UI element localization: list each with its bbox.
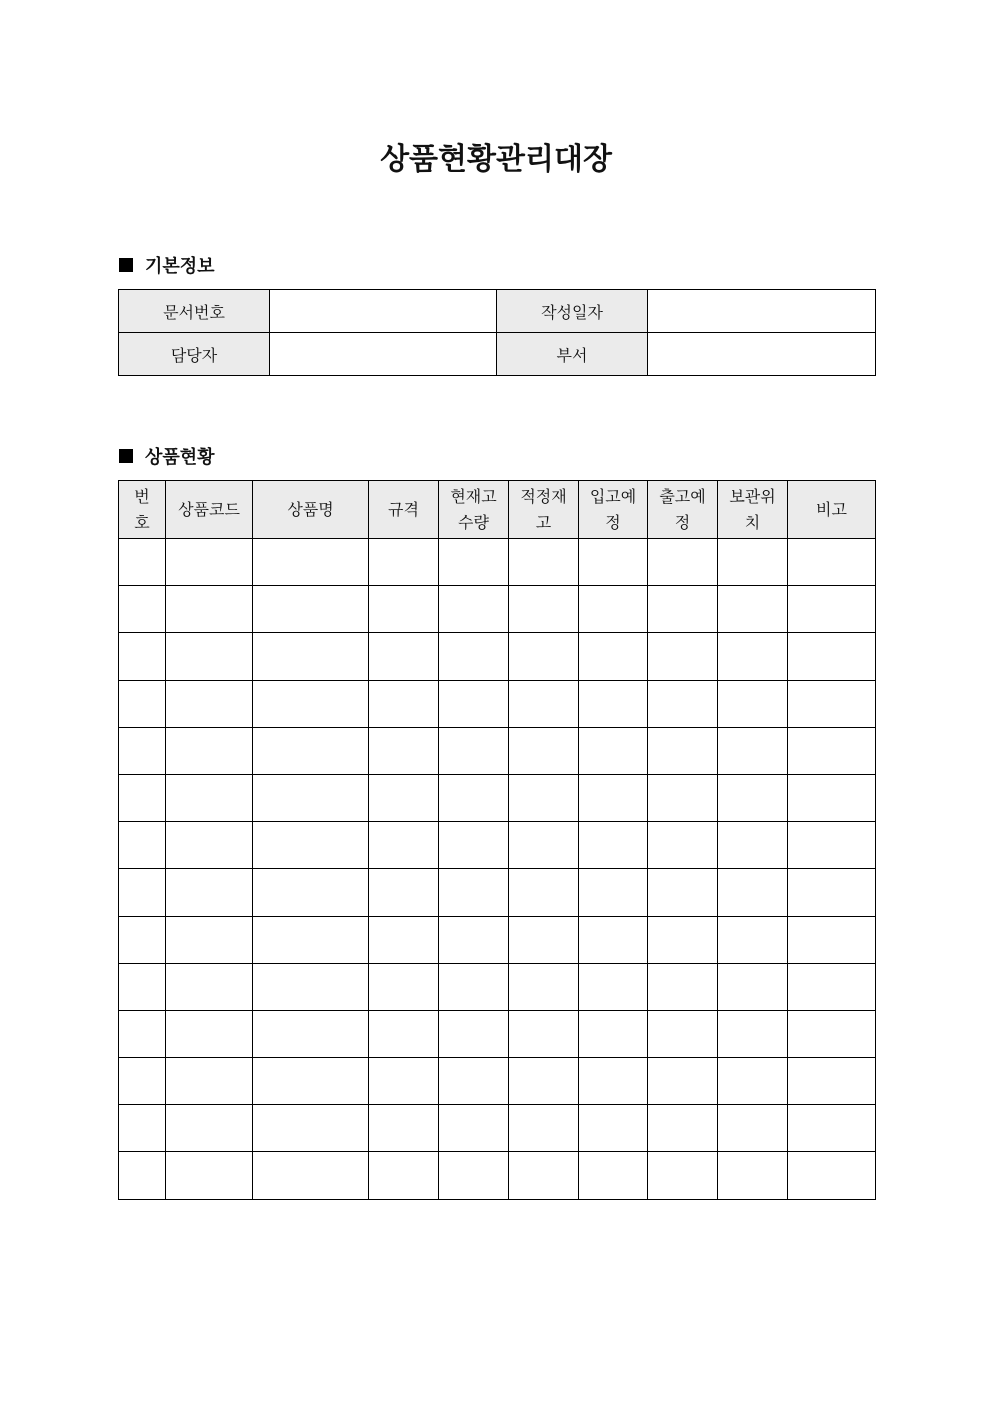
col-header-planned-inbound: 입고예 정	[579, 481, 648, 539]
table-cell[interactable]	[439, 774, 509, 821]
department-label: 부서	[497, 333, 648, 376]
table-row	[119, 774, 876, 821]
table-cell[interactable]	[166, 680, 253, 727]
table-cell[interactable]	[253, 539, 369, 586]
table-header-row	[119, 481, 876, 539]
table-cell[interactable]	[648, 1105, 718, 1152]
table-cell[interactable]	[579, 963, 648, 1010]
table-cell[interactable]	[788, 869, 876, 916]
table-cell[interactable]	[718, 727, 788, 774]
table-cell[interactable]	[509, 1152, 579, 1199]
table-cell[interactable]	[509, 1058, 579, 1105]
table-cell[interactable]	[788, 539, 876, 586]
table-cell[interactable]	[788, 963, 876, 1010]
table-cell[interactable]	[579, 1058, 648, 1105]
table-cell[interactable]	[788, 586, 876, 633]
table-cell[interactable]	[253, 586, 369, 633]
table-cell[interactable]	[718, 869, 788, 916]
col-header-proper-stock: 적정재 고	[509, 481, 579, 539]
table-cell[interactable]	[718, 539, 788, 586]
table-cell[interactable]	[119, 1152, 166, 1199]
square-bullet-icon	[119, 449, 133, 463]
table-cell[interactable]	[788, 1105, 876, 1152]
section-heading-label: 상품현황	[145, 447, 215, 468]
table-cell[interactable]	[648, 963, 718, 1010]
table-cell[interactable]	[579, 1010, 648, 1057]
table-cell[interactable]	[718, 822, 788, 869]
table-cell[interactable]	[253, 869, 369, 916]
table-row	[119, 680, 876, 727]
table-cell[interactable]	[369, 869, 439, 916]
table-cell[interactable]	[579, 1152, 648, 1199]
table-cell[interactable]	[509, 774, 579, 821]
info-row	[119, 290, 876, 333]
table-cell[interactable]	[718, 963, 788, 1010]
table-cell[interactable]	[579, 586, 648, 633]
table-cell[interactable]	[509, 586, 579, 633]
square-bullet-icon	[119, 258, 133, 272]
table-cell[interactable]	[788, 680, 876, 727]
table-cell[interactable]	[718, 1058, 788, 1105]
table-cell[interactable]	[648, 1058, 718, 1105]
table-cell[interactable]	[509, 869, 579, 916]
table-cell[interactable]	[119, 869, 166, 916]
table-cell[interactable]	[166, 586, 253, 633]
table-cell[interactable]	[119, 822, 166, 869]
table-cell[interactable]	[718, 633, 788, 680]
manager-field[interactable]	[270, 333, 497, 376]
table-row	[119, 963, 876, 1010]
col-header-product-code: 상품코드	[166, 481, 253, 539]
basic-info-table	[118, 289, 876, 376]
table-row	[119, 539, 876, 586]
table-cell[interactable]	[509, 680, 579, 727]
table-cell[interactable]	[509, 1010, 579, 1057]
table-cell[interactable]	[119, 586, 166, 633]
table-cell[interactable]	[253, 727, 369, 774]
table-cell[interactable]	[166, 774, 253, 821]
col-header-number: 번 호	[119, 481, 166, 539]
col-header-planned-outbound: 출고예 정	[648, 481, 718, 539]
table-row	[119, 586, 876, 633]
table-cell[interactable]	[648, 822, 718, 869]
section-heading-product-status	[119, 444, 215, 468]
table-cell[interactable]	[718, 1010, 788, 1057]
table-cell[interactable]	[788, 727, 876, 774]
table-cell[interactable]	[509, 633, 579, 680]
table-cell[interactable]	[439, 1105, 509, 1152]
col-header-product-name: 상품명	[253, 481, 369, 539]
table-cell[interactable]	[253, 916, 369, 963]
table-cell[interactable]	[253, 822, 369, 869]
table-cell[interactable]	[166, 869, 253, 916]
table-cell[interactable]	[439, 1058, 509, 1105]
info-row	[119, 333, 876, 376]
table-cell[interactable]	[579, 539, 648, 586]
table-cell[interactable]	[119, 1010, 166, 1057]
table-cell[interactable]	[718, 916, 788, 963]
table-cell[interactable]	[579, 633, 648, 680]
department-field[interactable]	[648, 333, 876, 376]
section-heading-label: 기본정보	[145, 256, 215, 277]
table-cell[interactable]	[166, 916, 253, 963]
table-row	[119, 1010, 876, 1057]
table-cell[interactable]	[166, 539, 253, 586]
table-cell[interactable]	[119, 539, 166, 586]
table-cell[interactable]	[166, 822, 253, 869]
table-cell[interactable]	[788, 633, 876, 680]
table-row	[119, 727, 876, 774]
table-cell[interactable]	[369, 963, 439, 1010]
table-cell[interactable]	[166, 1010, 253, 1057]
table-cell[interactable]	[166, 1152, 253, 1199]
table-cell[interactable]	[509, 916, 579, 963]
table-cell[interactable]	[579, 822, 648, 869]
table-cell[interactable]	[648, 916, 718, 963]
table-cell[interactable]	[439, 586, 509, 633]
table-cell[interactable]	[509, 963, 579, 1010]
table-cell[interactable]	[369, 1010, 439, 1057]
table-cell[interactable]	[509, 727, 579, 774]
table-cell[interactable]	[119, 963, 166, 1010]
table-cell[interactable]	[788, 774, 876, 821]
table-cell[interactable]	[369, 727, 439, 774]
table-cell[interactable]	[166, 727, 253, 774]
table-cell[interactable]	[369, 1105, 439, 1152]
table-cell[interactable]	[439, 916, 509, 963]
table-cell[interactable]	[369, 822, 439, 869]
table-cell[interactable]	[648, 774, 718, 821]
section-heading-basic-info	[119, 253, 215, 277]
table-cell[interactable]	[253, 774, 369, 821]
table-cell[interactable]	[369, 680, 439, 727]
table-cell[interactable]	[579, 916, 648, 963]
table-cell[interactable]	[166, 1105, 253, 1152]
table-cell[interactable]	[119, 916, 166, 963]
table-cell[interactable]	[439, 1152, 509, 1199]
table-cell[interactable]	[648, 680, 718, 727]
product-status-table	[118, 480, 876, 1200]
doc-number-label: 문서번호	[119, 290, 270, 333]
table-cell[interactable]	[579, 727, 648, 774]
table-cell[interactable]	[369, 633, 439, 680]
table-cell[interactable]	[718, 586, 788, 633]
table-cell[interactable]	[788, 1058, 876, 1105]
table-cell[interactable]	[253, 633, 369, 680]
table-cell[interactable]	[369, 586, 439, 633]
table-cell[interactable]	[718, 1105, 788, 1152]
col-header-current-stock: 현재고 수량	[439, 481, 509, 539]
table-cell[interactable]	[253, 1058, 369, 1105]
table-cell[interactable]	[166, 633, 253, 680]
table-cell[interactable]	[439, 727, 509, 774]
col-header-spec: 규격	[369, 481, 439, 539]
date-written-label: 작성일자	[497, 290, 648, 333]
table-cell[interactable]	[369, 1058, 439, 1105]
table-cell[interactable]	[369, 1152, 439, 1199]
table-cell[interactable]	[648, 633, 718, 680]
table-cell[interactable]	[166, 963, 253, 1010]
col-header-storage-location: 보관위 치	[718, 481, 788, 539]
table-cell[interactable]	[648, 869, 718, 916]
table-cell[interactable]	[439, 539, 509, 586]
table-cell[interactable]	[439, 869, 509, 916]
table-cell[interactable]	[119, 1105, 166, 1152]
table-cell[interactable]	[648, 586, 718, 633]
table-cell[interactable]	[119, 633, 166, 680]
table-cell[interactable]	[648, 539, 718, 586]
table-cell[interactable]	[253, 963, 369, 1010]
table-cell[interactable]	[648, 727, 718, 774]
table-row	[119, 633, 876, 680]
table-cell[interactable]	[253, 1105, 369, 1152]
date-written-field[interactable]	[648, 290, 876, 333]
table-cell[interactable]	[369, 916, 439, 963]
table-cell[interactable]	[509, 539, 579, 586]
table-cell[interactable]	[439, 822, 509, 869]
table-row	[119, 916, 876, 963]
table-cell[interactable]	[718, 1152, 788, 1199]
table-cell[interactable]	[253, 1152, 369, 1199]
table-cell[interactable]	[119, 727, 166, 774]
table-cell[interactable]	[648, 1152, 718, 1199]
table-cell[interactable]	[579, 1105, 648, 1152]
table-cell[interactable]	[119, 680, 166, 727]
doc-number-field[interactable]	[270, 290, 497, 333]
table-cell[interactable]	[579, 869, 648, 916]
table-row	[119, 869, 876, 916]
table-cell[interactable]	[253, 680, 369, 727]
table-cell[interactable]	[788, 1010, 876, 1057]
table-cell[interactable]	[718, 680, 788, 727]
table-cell[interactable]	[509, 1105, 579, 1152]
manager-label: 담당자	[119, 333, 270, 376]
table-cell[interactable]	[369, 539, 439, 586]
table-cell[interactable]	[579, 680, 648, 727]
table-row	[119, 1058, 876, 1105]
page-title: 상품현황관리대장	[380, 142, 612, 177]
col-header-remarks: 비고	[788, 481, 876, 539]
table-cell[interactable]	[788, 1152, 876, 1199]
table-cell[interactable]	[579, 774, 648, 821]
table-cell[interactable]	[718, 774, 788, 821]
table-cell[interactable]	[439, 680, 509, 727]
table-cell[interactable]	[648, 1010, 718, 1057]
table-cell[interactable]	[788, 822, 876, 869]
table-cell[interactable]	[439, 633, 509, 680]
table-cell[interactable]	[119, 1058, 166, 1105]
table-cell[interactable]	[509, 822, 579, 869]
table-row	[119, 1105, 876, 1152]
table-row	[119, 822, 876, 869]
table-cell[interactable]	[253, 1010, 369, 1057]
table-cell[interactable]	[439, 963, 509, 1010]
table-cell[interactable]	[788, 916, 876, 963]
table-row	[119, 1152, 876, 1199]
table-cell[interactable]	[369, 774, 439, 821]
table-cell[interactable]	[119, 774, 166, 821]
table-cell[interactable]	[439, 1010, 509, 1057]
table-cell[interactable]	[166, 1058, 253, 1105]
